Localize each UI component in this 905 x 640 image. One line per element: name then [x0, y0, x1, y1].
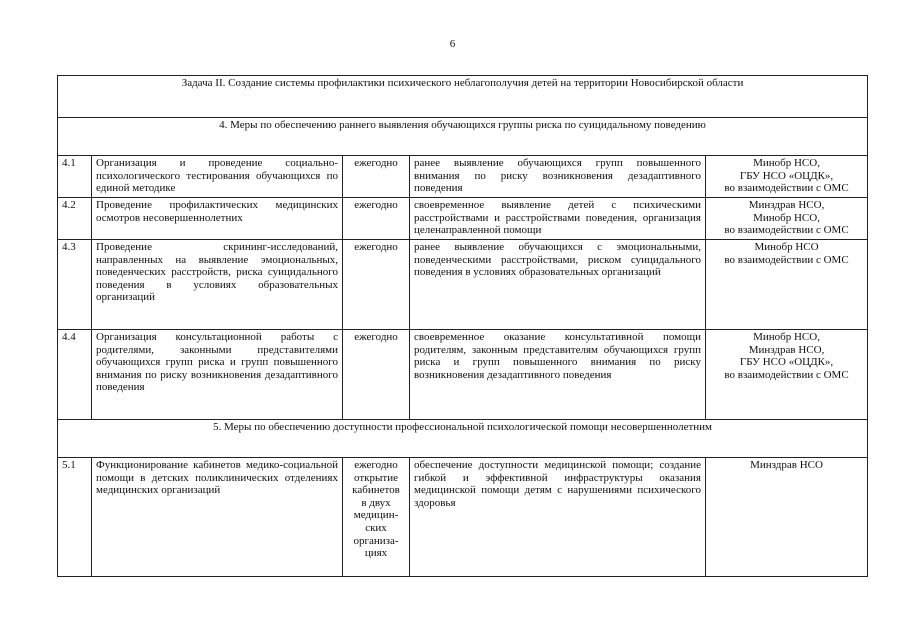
table-row — [58, 240, 868, 330]
table-row — [58, 458, 868, 577]
term-line: в двух — [361, 496, 391, 509]
executor-line: ГБУ НСО «ОЦДК», — [739, 169, 834, 182]
result-cell: ранее выявление обучающихся групп повышенного внимания по риску возникновения дезадаптивного поведения — [410, 156, 706, 198]
term-line: ежегодно — [354, 459, 398, 471]
executor-line: Минздрав НСО — [750, 459, 823, 471]
term-line: ежегодно — [354, 157, 398, 169]
table-row — [58, 156, 868, 198]
measures-table — [57, 75, 868, 577]
task-header-row — [58, 76, 868, 118]
item-number: 5.1 — [58, 458, 92, 577]
executor-line: Минобр НСО — [754, 241, 819, 253]
term-cell — [343, 198, 410, 240]
item-number: 4.1 — [58, 156, 92, 198]
measure-cell: Организация консультационной работы с родителями, законными представителями обучающихся групп риска и групп повышенного внимания по риску возникновения дезадаптивного поведения — [92, 330, 343, 420]
executor-line: во взаимодействии с ОМС — [724, 368, 849, 381]
executor-line: Минздрав НСО, — [748, 343, 825, 356]
term-line: ежегодно — [354, 199, 398, 211]
measure-cell: Проведение профилактических медицинских осмотров несовершеннолетних — [92, 198, 343, 240]
term-line: кабинетов — [352, 484, 400, 497]
executors-cell — [706, 458, 868, 577]
executor-line: Минобр НСО, — [753, 211, 820, 224]
term-cell — [343, 330, 410, 420]
page-number: 6 — [449, 38, 456, 50]
term-cell — [343, 156, 410, 198]
term-line: медицин- — [353, 509, 399, 522]
section-header-row — [58, 118, 868, 156]
executor-line: во взаимодействии с ОМС — [724, 224, 849, 237]
executors-cell — [706, 156, 868, 198]
executors-cell — [706, 330, 868, 420]
item-number: 4.2 — [58, 198, 92, 240]
executor-line: Минобр НСО, — [753, 157, 820, 169]
term-cell — [343, 240, 410, 330]
measure-cell: Проведение скрининг-исследований, направленных на выявление эмоциональных, поведенческих расстройств, риска суицидального поведения в условиях образовательных организаций — [92, 240, 343, 330]
executor-line: Минздрав НСО, — [748, 199, 825, 211]
result-cell: своевременное оказание консультативной помощи родителям, законным представителям обучающихся групп риска и групп повышенного внимания по риску возникновения дезадаптивного поведения — [410, 330, 706, 420]
table-row — [58, 330, 868, 420]
section-header-row — [58, 420, 868, 458]
executor-line: Минобр НСО, — [753, 331, 820, 343]
result-cell: обеспечение доступности медицинской помощи; создание гибкой и эффективной инфраструктуры оказания медицинской помощи детям с нарушениями психического здоровья — [410, 458, 706, 577]
result-cell: ранее выявление обучающихся с эмоциональными, поведенческими расстройствами, риском суицидального поведения в условиях образовательных организаций — [410, 240, 706, 330]
executors-cell — [706, 198, 868, 240]
item-number: 4.4 — [58, 330, 92, 420]
measure-cell: Организация и проведение социально-психологического тестирования обучающихся по единой методике — [92, 156, 343, 198]
executors-cell — [706, 240, 868, 330]
term-line: открытие — [354, 471, 398, 484]
term-line: ежегодно — [354, 241, 398, 253]
item-number: 4.3 — [58, 240, 92, 330]
section-title: 5. Меры по обеспечению доступности профессиональной психологической помощи несовершеннолетним — [58, 420, 868, 458]
section-title: 4. Меры по обеспечению раннего выявления обучающихся группы риска по суицидальному поведению — [58, 118, 868, 156]
executor-line: во взаимодействии с ОМС — [724, 253, 849, 266]
executor-line: ГБУ НСО «ОЦДК», — [739, 356, 834, 369]
table-row — [58, 198, 868, 240]
term-line: циях — [364, 547, 388, 560]
measure-cell: Функционирование кабинетов медико-социальной помощи в детских поликлинических отделениях медицинских организаций — [92, 458, 343, 577]
term-line: организа- — [353, 534, 399, 547]
executor-line: во взаимодействии с ОМС — [724, 182, 849, 195]
task-title: Задача II. Создание системы профилактики психического неблагополучия детей на территории Новосибирской области — [58, 76, 868, 118]
term-cell — [343, 458, 410, 577]
term-line: ежегодно — [354, 331, 398, 343]
result-cell: своевременное выявление детей с психическими расстройствами и расстройствами поведения, организация целенаправленной помощи — [410, 198, 706, 240]
term-line: ских — [365, 521, 387, 534]
